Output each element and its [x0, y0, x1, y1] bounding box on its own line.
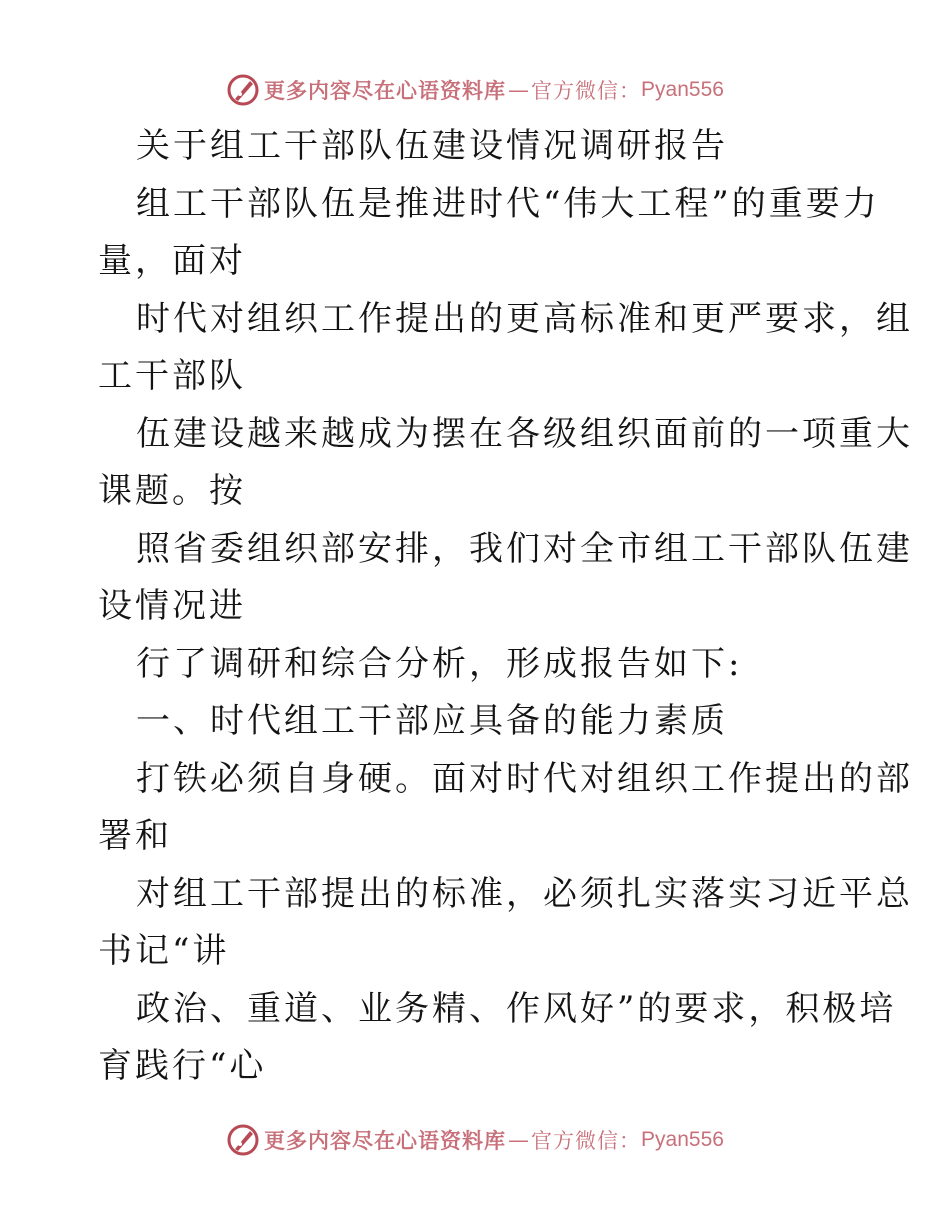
paragraph-line: 量，面对 — [98, 241, 246, 281]
banner-official-label: 官方微信： — [531, 1129, 642, 1153]
paragraph-line: 设情况进 — [98, 586, 246, 626]
banner-brand-text: 更多内容尽在心语资料库 — [264, 78, 507, 103]
header-banner — [0, 70, 950, 110]
paragraph-line: 育践行“心 — [98, 1046, 267, 1086]
paragraph-line: 政治、重道、业务精、作风好”的要求，积极培 — [136, 988, 897, 1029]
paragraph-line: 课题。按 — [98, 471, 246, 511]
paragraph-line: 打铁必须自身硬。面对时代对组织工作提出的部 — [136, 758, 913, 799]
paragraph-line: 伍建设越来越成为摆在各级组织面前的一项重大 — [136, 413, 913, 454]
banner-dash: — — [508, 78, 530, 102]
banner-brand-text: 更多内容尽在心语资料库 — [264, 1128, 507, 1153]
banner-official-label: 官方微信： — [531, 79, 642, 103]
paragraph-line: 组工干部队伍是推进时代“伟大工程”的重要力 — [136, 183, 880, 224]
pen-nib-logo-icon — [226, 73, 260, 107]
paragraph-line: 照省委组织部安排，我们对全市组工干部队伍建 — [136, 528, 913, 569]
paragraph-line: 书记“讲 — [98, 931, 230, 971]
document-title: 关于组工干部队伍建设情况调研报告 — [136, 126, 728, 166]
section-heading: 一、时代组工干部应具备的能力素质 — [136, 701, 728, 741]
paragraph-line: 时代对组织工作提出的更高标准和更严要求，组 — [136, 298, 913, 339]
paragraph-line: 对组工干部提出的标准，必须扎实落实习近平总 — [136, 873, 913, 914]
pen-nib-logo-icon — [226, 1123, 260, 1157]
document-body — [98, 118, 913, 1096]
banner-dash: — — [508, 1128, 530, 1152]
paragraph-line: 行了调研和综合分析，形成报告如下: — [136, 643, 743, 684]
banner-wechat-id: Pyan556 — [641, 1128, 724, 1151]
banner-wechat-id: Pyan556 — [641, 78, 724, 101]
footer-banner — [0, 1120, 950, 1160]
paragraph-line: 署和 — [98, 816, 172, 856]
paragraph-line: 工干部队 — [98, 356, 246, 396]
